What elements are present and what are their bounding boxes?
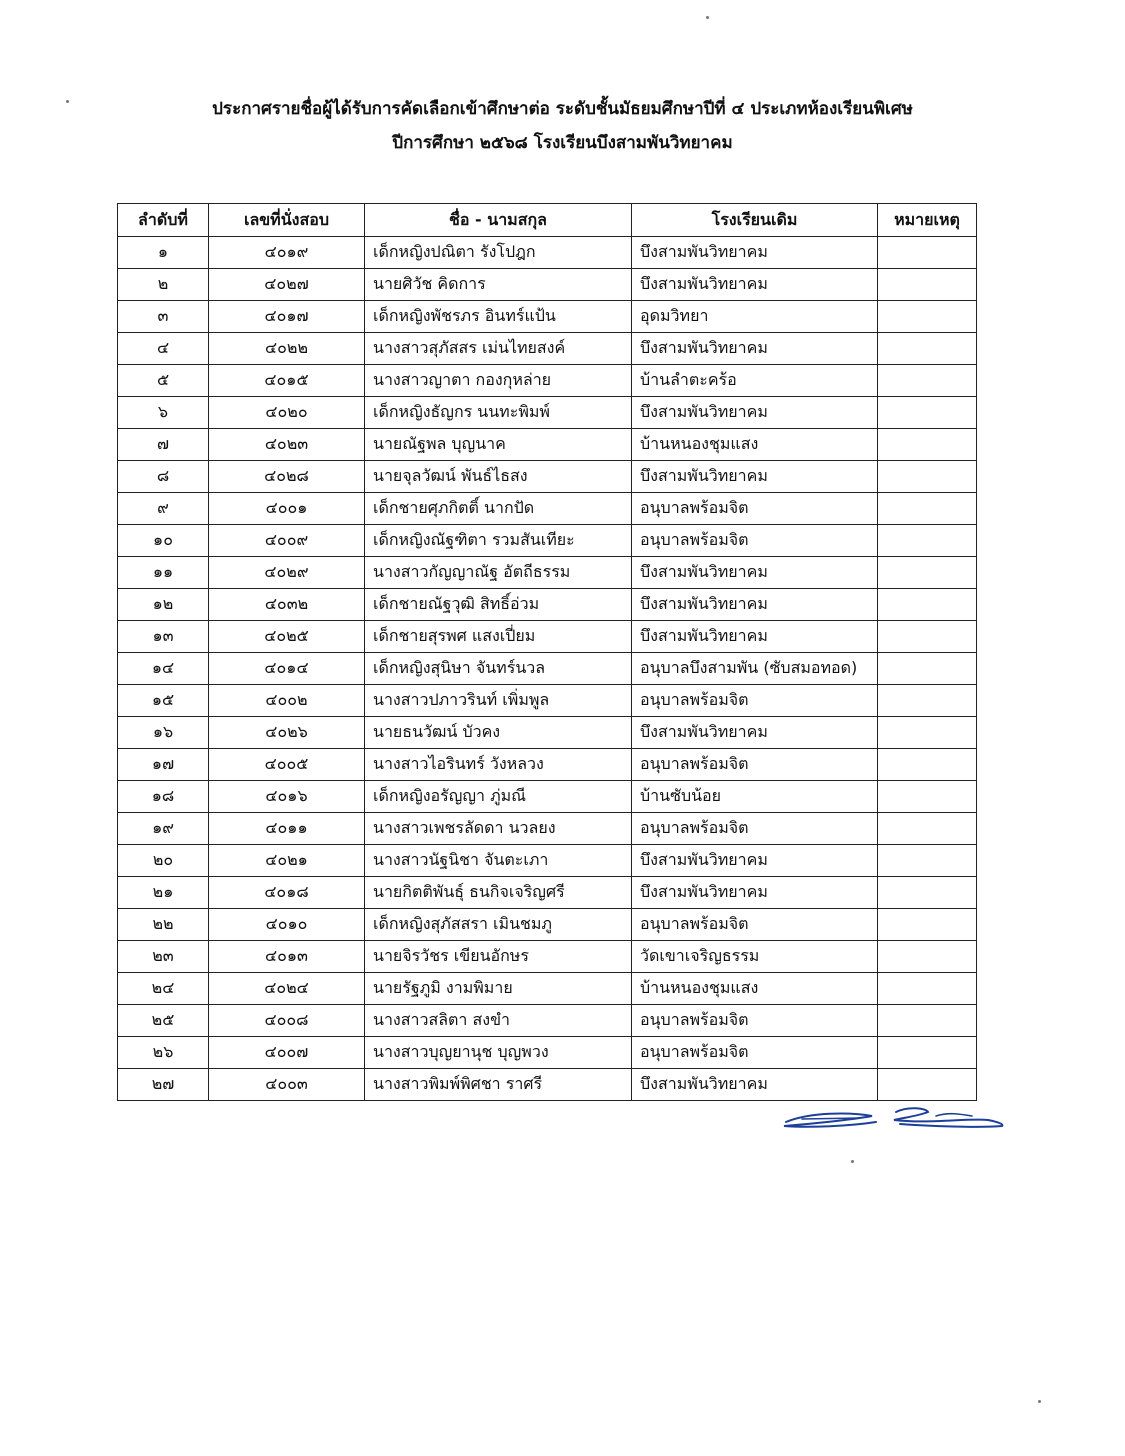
cell-previous-school: บึงสามพันวิทยาคม — [632, 557, 878, 589]
cell-previous-school: บึงสามพันวิทยาคม — [632, 269, 878, 301]
cell-seat-number: ๔๐๒๕ — [209, 621, 365, 653]
cell-order: ๔ — [118, 333, 209, 365]
cell-previous-school: อนุบาลพร้อมจิต — [632, 1037, 878, 1069]
cell-full-name: นางสาวเพชรลัดดา นวลยง — [365, 813, 632, 845]
cell-order: ๑๐ — [118, 525, 209, 557]
cell-previous-school: อนุบาลพร้อมจิต — [632, 1005, 878, 1037]
cell-seat-number: ๔๐๒๔ — [209, 973, 365, 1005]
cell-previous-school: บึงสามพันวิทยาคม — [632, 333, 878, 365]
table-row — [118, 685, 977, 717]
cell-seat-number: ๔๐๒๓ — [209, 429, 365, 461]
cell-full-name: เด็กหญิงสุภัสสรา เมินชมภู — [365, 909, 632, 941]
cell-full-name: นางสาวสุภัสสร เม่นไทยสงค์ — [365, 333, 632, 365]
cell-seat-number: ๔๐๑๑ — [209, 813, 365, 845]
table-row — [118, 397, 977, 429]
cell-seat-number: ๔๐๐๒ — [209, 685, 365, 717]
cell-remarks — [878, 589, 977, 621]
cell-remarks — [878, 813, 977, 845]
cell-seat-number: ๔๐๑๐ — [209, 909, 365, 941]
cell-order: ๖ — [118, 397, 209, 429]
cell-full-name: นางสาวสลิตา สงขำ — [365, 1005, 632, 1037]
cell-remarks — [878, 621, 977, 653]
table-row — [118, 1037, 977, 1069]
table-row — [118, 877, 977, 909]
cell-seat-number: ๔๐๓๒ — [209, 589, 365, 621]
table-row — [118, 269, 977, 301]
cell-remarks — [878, 557, 977, 589]
cell-remarks — [878, 493, 977, 525]
header-remarks: หมายเหตุ — [878, 204, 977, 237]
cell-full-name: เด็กหญิงสุนิษา จันทร์นวล — [365, 653, 632, 685]
cell-remarks — [878, 973, 977, 1005]
cell-full-name: นายรัฐภูมิ งามพิมาย — [365, 973, 632, 1005]
cell-order: ๒๕ — [118, 1005, 209, 1037]
cell-full-name: เด็กหญิงณัฐฑิตา รวมสันเทียะ — [365, 525, 632, 557]
cell-previous-school: บึงสามพันวิทยาคม — [632, 397, 878, 429]
cell-previous-school: อุดมวิทยา — [632, 301, 878, 333]
cell-previous-school: อนุบาลพร้อมจิต — [632, 493, 878, 525]
cell-order: ๓ — [118, 301, 209, 333]
cell-seat-number: ๔๐๑๕ — [209, 365, 365, 397]
cell-previous-school: บึงสามพันวิทยาคม — [632, 717, 878, 749]
cell-order: ๙ — [118, 493, 209, 525]
cell-remarks — [878, 397, 977, 429]
cell-order: ๑๘ — [118, 781, 209, 813]
cell-previous-school: บึงสามพันวิทยาคม — [632, 461, 878, 493]
cell-seat-number: ๔๐๑๘ — [209, 877, 365, 909]
cell-remarks — [878, 429, 977, 461]
cell-order: ๑๑ — [118, 557, 209, 589]
cell-order: ๒๑ — [118, 877, 209, 909]
cell-full-name: นางสาวกัญญาณัฐ อัตถีธรรม — [365, 557, 632, 589]
cell-previous-school: บึงสามพันวิทยาคม — [632, 621, 878, 653]
scan-speck — [851, 1160, 854, 1163]
table-row — [118, 717, 977, 749]
cell-remarks — [878, 461, 977, 493]
cell-seat-number: ๔๐๑๙ — [209, 237, 365, 269]
cell-order: ๒๐ — [118, 845, 209, 877]
cell-full-name: นายธนวัฒน์ บัวคง — [365, 717, 632, 749]
cell-remarks — [878, 685, 977, 717]
cell-full-name: นางสาวญาตา กองกุหล่าย — [365, 365, 632, 397]
cell-seat-number: ๔๐๐๕ — [209, 749, 365, 781]
cell-order: ๒๓ — [118, 941, 209, 973]
cell-seat-number: ๔๐๒๒ — [209, 333, 365, 365]
cell-seat-number: ๔๐๒๗ — [209, 269, 365, 301]
cell-remarks — [878, 525, 977, 557]
cell-seat-number: ๔๐๑๖ — [209, 781, 365, 813]
cell-order: ๒๔ — [118, 973, 209, 1005]
title-line-2: ปีการศึกษา ๒๕๖๘ โรงเรียนบึงสามพันวิทยาคม — [392, 133, 733, 153]
cell-order: ๑๖ — [118, 717, 209, 749]
cell-previous-school: บ้านหนองชุมแสง — [632, 429, 878, 461]
table-row — [118, 749, 977, 781]
table-row — [118, 845, 977, 877]
cell-remarks — [878, 653, 977, 685]
title-line-1: ประกาศรายชื่อผู้ได้รับการคัดเลือกเข้าศึกษาต่อ ระดับชั้นมัธยมศึกษาปีที่ ๔ ประเภทห้องเรียนพิเศษ — [212, 99, 913, 119]
cell-remarks — [878, 333, 977, 365]
cell-seat-number: ๔๐๒๙ — [209, 557, 365, 589]
table-row — [118, 429, 977, 461]
table-row — [118, 557, 977, 589]
cell-full-name: นางสาวไอรินทร์ วังหลวง — [365, 749, 632, 781]
cell-previous-school: บ้านลำตะคร้อ — [632, 365, 878, 397]
cell-order: ๕ — [118, 365, 209, 397]
cell-seat-number: ๔๐๐๘ — [209, 1005, 365, 1037]
table-row — [118, 653, 977, 685]
table-row — [118, 237, 977, 269]
cell-full-name: นายณัฐพล บุญนาค — [365, 429, 632, 461]
cell-previous-school: บึงสามพันวิทยาคม — [632, 877, 878, 909]
cell-remarks — [878, 781, 977, 813]
cell-order: ๒๖ — [118, 1037, 209, 1069]
cell-order: ๒ — [118, 269, 209, 301]
table-row — [118, 941, 977, 973]
header-seat-number: เลขที่นั่งสอบ — [209, 204, 365, 237]
table-row — [118, 333, 977, 365]
cell-full-name: เด็กชายศุภกิตติ์ นากปัด — [365, 493, 632, 525]
cell-order: ๘ — [118, 461, 209, 493]
cell-remarks — [878, 749, 977, 781]
cell-full-name: นางสาวบุญยานุช บุญพวง — [365, 1037, 632, 1069]
table-body — [118, 237, 977, 1101]
cell-full-name: นางสาวนัฐนิชา จันตะเภา — [365, 845, 632, 877]
table-row — [118, 781, 977, 813]
table-row — [118, 493, 977, 525]
cell-remarks — [878, 941, 977, 973]
cell-full-name: นายจุลวัฒน์ พันธ์ไธสง — [365, 461, 632, 493]
header-order: ลำดับที่ — [118, 204, 209, 237]
signature-1 — [780, 1108, 880, 1132]
cell-order: ๑๓ — [118, 621, 209, 653]
table-row — [118, 621, 977, 653]
cell-previous-school: อนุบาลพร้อมจิต — [632, 813, 878, 845]
table-row — [118, 909, 977, 941]
cell-order: ๑๔ — [118, 653, 209, 685]
cell-remarks — [878, 845, 977, 877]
cell-seat-number: ๔๐๑๔ — [209, 653, 365, 685]
table-row — [118, 461, 977, 493]
table-row — [118, 973, 977, 1005]
cell-full-name: เด็กชายสุรพศ แสงเปี่ยม — [365, 621, 632, 653]
signature-2 — [888, 1104, 1006, 1132]
cell-seat-number: ๔๐๐๗ — [209, 1037, 365, 1069]
header-previous-school: โรงเรียนเดิม — [632, 204, 878, 237]
cell-seat-number: ๔๐๒๐ — [209, 397, 365, 429]
cell-remarks — [878, 1005, 977, 1037]
cell-remarks — [878, 909, 977, 941]
table-row — [118, 813, 977, 845]
cell-order: ๑๗ — [118, 749, 209, 781]
table-row — [118, 525, 977, 557]
cell-previous-school: บึงสามพันวิทยาคม — [632, 589, 878, 621]
cell-order: ๒๗ — [118, 1069, 209, 1101]
cell-remarks — [878, 237, 977, 269]
cell-seat-number: ๔๐๑๗ — [209, 301, 365, 333]
cell-seat-number: ๔๐๑๓ — [209, 941, 365, 973]
cell-seat-number: ๔๐๒๑ — [209, 845, 365, 877]
cell-seat-number: ๔๐๒๘ — [209, 461, 365, 493]
cell-full-name: นายศิวัช คิดการ — [365, 269, 632, 301]
cell-full-name: เด็กหญิงธัญกร นนทะพิมพ์ — [365, 397, 632, 429]
cell-remarks — [878, 301, 977, 333]
cell-previous-school: อนุบาลพร้อมจิต — [632, 749, 878, 781]
cell-seat-number: ๔๐๐๓ — [209, 1069, 365, 1101]
cell-previous-school: อนุบาลบึงสามพัน (ซับสมอทอด) — [632, 653, 878, 685]
cell-remarks — [878, 1069, 977, 1101]
cell-remarks — [878, 717, 977, 749]
scan-speck — [706, 16, 709, 19]
cell-full-name: นายกิตติพันธุ์ ธนกิจเจริญศรี — [365, 877, 632, 909]
cell-full-name: เด็กหญิงพัชรภร อินทร์แป้น — [365, 301, 632, 333]
cell-full-name: เด็กหญิงปณิตา รังโปฎก — [365, 237, 632, 269]
table-row — [118, 1005, 977, 1037]
cell-full-name: นายจิรวัชร เขียนอักษร — [365, 941, 632, 973]
cell-previous-school: บึงสามพันวิทยาคม — [632, 1069, 878, 1101]
cell-order: ๑๒ — [118, 589, 209, 621]
scan-speck — [66, 100, 69, 103]
table-row — [118, 1069, 977, 1101]
cell-previous-school: วัดเขาเจริญธรรม — [632, 941, 878, 973]
cell-previous-school: บ้านซับน้อย — [632, 781, 878, 813]
results-table — [117, 203, 977, 1101]
cell-remarks — [878, 269, 977, 301]
cell-order: ๑๙ — [118, 813, 209, 845]
cell-order: ๒๒ — [118, 909, 209, 941]
cell-remarks — [878, 877, 977, 909]
cell-full-name: เด็กชายณัฐวุฒิ สิทธิ์อ่วม — [365, 589, 632, 621]
cell-previous-school: อนุบาลพร้อมจิต — [632, 909, 878, 941]
cell-previous-school: บึงสามพันวิทยาคม — [632, 237, 878, 269]
cell-full-name: เด็กหญิงอรัญญา ภู่มณี — [365, 781, 632, 813]
cell-seat-number: ๔๐๒๖ — [209, 717, 365, 749]
table-row — [118, 301, 977, 333]
cell-previous-school: อนุบาลพร้อมจิต — [632, 685, 878, 717]
cell-seat-number: ๔๐๐๙ — [209, 525, 365, 557]
table-row — [118, 365, 977, 397]
cell-previous-school: อนุบาลพร้อมจิต — [632, 525, 878, 557]
scan-speck — [1038, 1400, 1041, 1403]
cell-order: ๗ — [118, 429, 209, 461]
cell-remarks — [878, 1037, 977, 1069]
cell-order: ๑๕ — [118, 685, 209, 717]
cell-seat-number: ๔๐๐๑ — [209, 493, 365, 525]
table-row — [118, 589, 977, 621]
header-full-name: ชื่อ - นามสกุล — [365, 204, 632, 237]
cell-full-name: นางสาวพิมพ์พิศชา ราศรี — [365, 1069, 632, 1101]
cell-previous-school: บึงสามพันวิทยาคม — [632, 845, 878, 877]
cell-full-name: นางสาวปภาวรินท์ เพิ่มพูล — [365, 685, 632, 717]
cell-remarks — [878, 365, 977, 397]
cell-previous-school: บ้านหนองชุมแสง — [632, 973, 878, 1005]
cell-order: ๑ — [118, 237, 209, 269]
table-header-row — [118, 204, 977, 237]
